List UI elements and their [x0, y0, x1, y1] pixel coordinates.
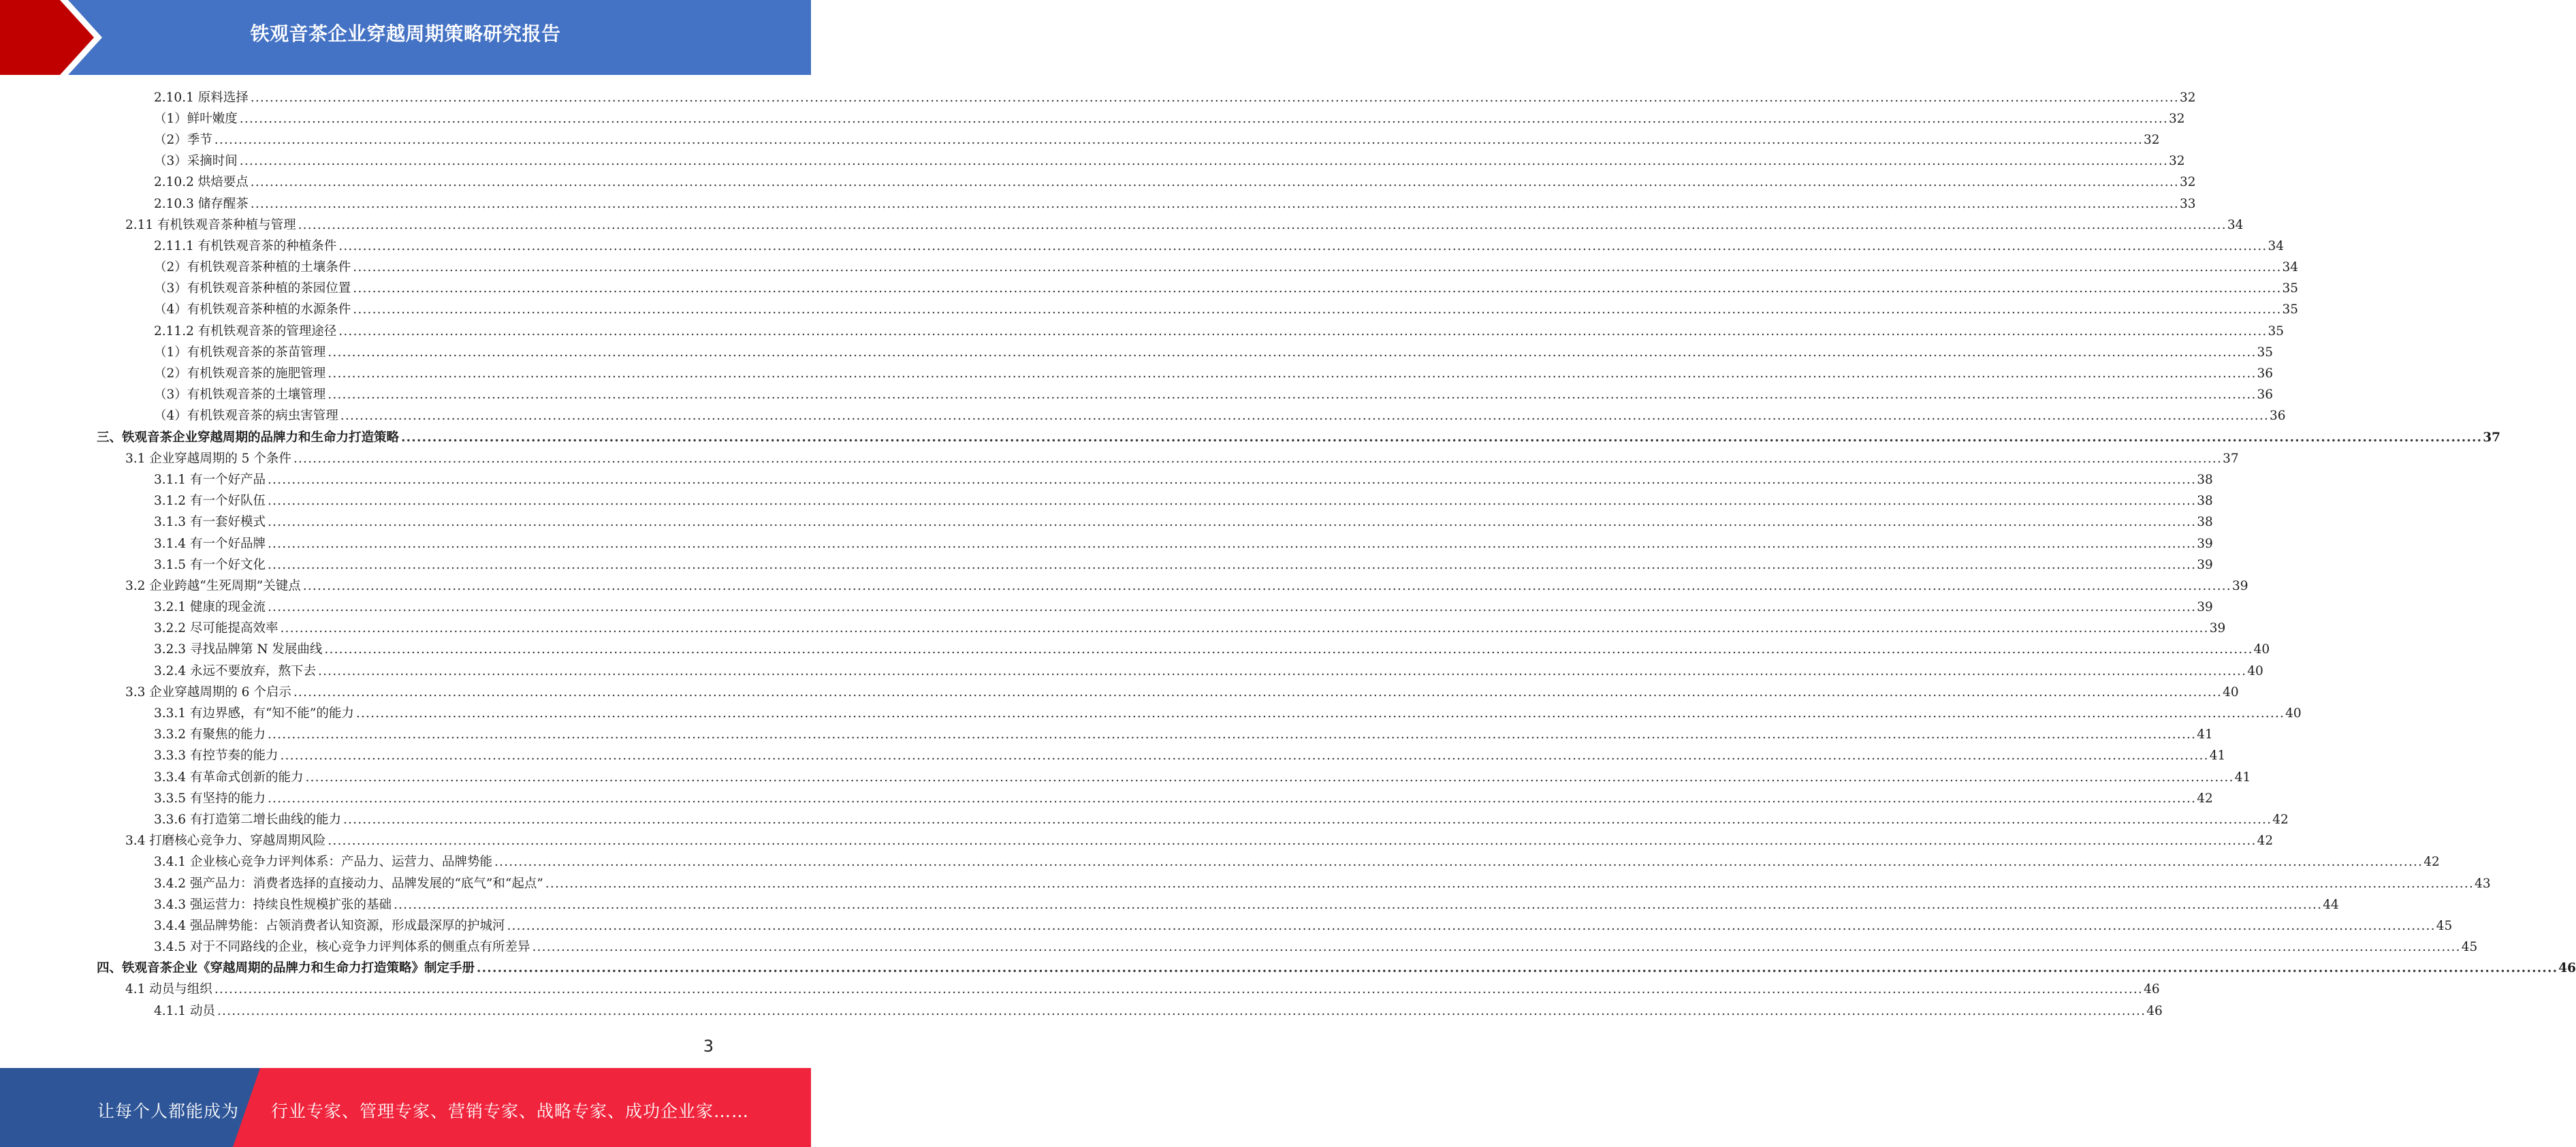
toc-dot-leader: ................................................................................................................................................................................................................................................................................................................................................................................................................	[267, 494, 2197, 509]
toc-entry-page: 42	[2272, 812, 2289, 827]
toc-entry-title: （2）有机铁观音茶种植的土壤条件	[154, 260, 351, 275]
toc-entry-page: 32	[2144, 132, 2160, 147]
toc-entry-title: 3.3.5 有坚持的能力	[154, 791, 266, 806]
toc-entry[interactable]	[0, 363, 2274, 384]
toc-entry[interactable]	[0, 979, 2160, 1001]
toc-entry-page: 43	[2475, 876, 2491, 891]
toc-entry-page: 39	[2197, 557, 2213, 572]
toc-entry-page: 34	[2282, 260, 2299, 275]
toc-entry-title: 3.1.4 有一个好品牌	[154, 536, 266, 551]
toc-entry-page: 34	[2268, 238, 2285, 253]
toc-entry-page: 34	[2227, 217, 2244, 232]
toc-entry[interactable]	[0, 788, 2213, 809]
toc-entry-title: 3.4.5 对于不同路线的企业，核心竞争力评判体系的侧重点有所差异	[154, 940, 530, 955]
toc-dot-leader: ................................................................................................................................................................................................................................................................................................................................................................................................................	[338, 324, 2268, 339]
toc-entry-title: 3.3 企业穿越周期的 6 个启示	[125, 685, 291, 700]
toc-entry-title: 3.4.2 强产品力：消费者选择的直接动力、品牌发展的“底气”和“起点”	[154, 876, 543, 891]
toc-dot-leader: ................................................................................................................................................................................................................................................................................................................................................................................................................	[267, 600, 2197, 615]
toc-entry-title: 3.3.1 有边界感，有“知不能”的能力	[154, 706, 354, 721]
toc-entry-title: 2.10.1 原料选择	[154, 90, 249, 105]
toc-entry-title: （2）有机铁观音茶的施肥管理	[154, 366, 326, 381]
toc-entry-title: 3.3.6 有打造第二增长曲线的能力	[154, 812, 341, 827]
toc-entry-page: 36	[2270, 409, 2286, 424]
toc-entry[interactable]	[0, 958, 2576, 979]
footer-slogan-right: 行业专家、管理专家、营销专家、战略专家、成功企业家……	[271, 1101, 750, 1121]
toc-entry[interactable]	[0, 554, 2213, 576]
toc-entry[interactable]	[0, 852, 2440, 873]
toc-entry-title: 3.1.5 有一个好文化	[154, 557, 266, 572]
toc-entry-page: 40	[2223, 685, 2239, 700]
toc-entry-page: 40	[2247, 663, 2263, 678]
toc-entry[interactable]	[0, 448, 2239, 469]
toc-entry[interactable]	[0, 725, 2213, 746]
page-number: 3	[703, 1037, 714, 1056]
toc-dot-leader: ................................................................................................................................................................................................................................................................................................................................................................................................................	[280, 621, 2209, 636]
toc-entry-page: 35	[2282, 302, 2299, 317]
toc-entry-title: 3.4.1 企业核心竞争力评判体系：产品力、运营力、品牌势能	[154, 855, 492, 870]
toc-entry[interactable]	[0, 512, 2213, 533]
toc-entry[interactable]	[0, 491, 2213, 512]
toc-entry[interactable]	[0, 342, 2274, 363]
toc-entry-page: 35	[2268, 324, 2285, 339]
toc-dot-leader: ................................................................................................................................................................................................................................................................................................................................................................................................................	[250, 90, 2179, 105]
toc-entry-page: 46	[2146, 1003, 2163, 1018]
toc-entry-page: 45	[2436, 918, 2453, 933]
toc-entry-title: 四、铁观音茶企业《穿越周期的品牌力和生命力打造策略》制定手册	[97, 961, 475, 976]
toc-dot-leader: ................................................................................................................................................................................................................................................................................................................................................................................................................	[324, 642, 2253, 657]
toc-dot-leader: ................................................................................................................................................................................................................................................................................................................................................................................................................	[298, 217, 2227, 232]
toc-entry[interactable]	[0, 279, 2299, 300]
toc-dot-leader: ................................................................................................................................................................................................................................................................................................................................................................................................................	[214, 132, 2144, 147]
toc-entry-page: 38	[2197, 494, 2213, 509]
footer-slogan-left: 让每个人都能成为	[97, 1101, 240, 1121]
toc-entry-title: （3）有机铁观音茶种植的茶园位置	[154, 281, 351, 296]
toc-dot-leader: ................................................................................................................................................................................................................................................................................................................................................................................................................	[355, 706, 2285, 721]
toc-entry-title: 2.11.2 有机铁观音茶的管理途径	[154, 324, 337, 339]
toc-entry-page: 39	[2231, 578, 2248, 593]
toc-entry-title: 3.2.4 永远不要放弃，熬下去	[154, 663, 316, 678]
toc-entry[interactable]	[0, 1001, 2163, 1022]
toc-dot-leader: ................................................................................................................................................................................................................................................................................................................................................................................................................	[328, 388, 2257, 403]
toc-dot-leader: ................................................................................................................................................................................................................................................................................................................................................................................................................	[401, 430, 2483, 445]
toc-entry-title: 3.1.2 有一个好队伍	[154, 494, 266, 509]
toc-entry[interactable]	[0, 682, 2239, 703]
toc-entry[interactable]	[0, 129, 2160, 151]
toc-dot-leader: ................................................................................................................................................................................................................................................................................................................................................................................................................	[250, 175, 2179, 190]
toc-entry-page: 38	[2197, 515, 2213, 530]
toc-dot-leader: ................................................................................................................................................................................................................................................................................................................................................................................................................	[239, 154, 2169, 169]
toc-dot-leader: ................................................................................................................................................................................................................................................................................................................................................................................................................	[293, 451, 2223, 466]
toc-entry-title: （1）鲜叶嫩度	[154, 111, 238, 126]
toc-entry[interactable]	[0, 915, 2453, 937]
toc-entry-page: 36	[2257, 388, 2274, 403]
toc-entry-page: 41	[2234, 770, 2251, 785]
toc-entry[interactable]	[0, 108, 2185, 129]
toc-entry-title: （3）有机铁观音茶的土壤管理	[154, 388, 326, 403]
toc-dot-leader: ................................................................................................................................................................................................................................................................................................................................................................................................................	[393, 897, 2323, 912]
toc-dot-leader: ................................................................................................................................................................................................................................................................................................................................................................................................................	[214, 982, 2144, 997]
toc-entry-page: 40	[2253, 642, 2270, 657]
toc-entry-title: 4.1.1 动员	[154, 1003, 215, 1018]
toc-entry-page: 39	[2197, 600, 2213, 615]
toc-entry-page: 37	[2223, 451, 2239, 466]
toc-entry[interactable]	[0, 661, 2263, 682]
toc-entry-page: 41	[2209, 749, 2226, 764]
toc-entry-title: 3.4.3 强运营力：持续良性规模扩张的基础	[154, 897, 392, 912]
toc-entry[interactable]	[0, 576, 2248, 597]
toc-dot-leader: ................................................................................................................................................................................................................................................................................................................................................................................................................	[267, 536, 2197, 551]
toc-dot-leader: ................................................................................................................................................................................................................................................................................................................................................................................................................	[317, 663, 2247, 678]
toc-entry-page: 33	[2179, 196, 2196, 211]
toc-entry[interactable]	[0, 469, 2213, 490]
toc-entry-page: 39	[2209, 621, 2226, 636]
toc-entry-title: 3.2.3 寻找品牌第 N 发展曲线	[154, 642, 323, 657]
toc-entry-title: 3.1 企业穿越周期的 5 个条件	[125, 451, 291, 466]
toc-entry[interactable]	[0, 767, 2251, 788]
toc-entry-title: 2.10.2 烘焙要点	[154, 175, 249, 190]
report-title: 铁观音茶企业穿越周期策略研究报告	[250, 22, 561, 45]
toc-entry-page: 45	[2461, 940, 2478, 955]
toc-entry-page: 42	[2423, 855, 2440, 870]
toc-dot-leader: ................................................................................................................................................................................................................................................................................................................................................................................................................	[494, 855, 2423, 870]
toc-entry[interactable]	[0, 597, 2213, 618]
toc-entry-page: 32	[2169, 111, 2185, 126]
toc-entry-title: 3.1.1 有一个好产品	[154, 472, 266, 487]
page-footer	[0, 1068, 811, 1147]
toc-dot-leader: ................................................................................................................................................................................................................................................................................................................................................................................................................	[507, 918, 2436, 933]
toc-dot-leader: ................................................................................................................................................................................................................................................................................................................................................................................................................	[293, 685, 2223, 700]
toc-entry[interactable]	[0, 172, 2196, 193]
toc-dot-leader: ................................................................................................................................................................................................................................................................................................................................................................................................................	[340, 409, 2270, 424]
toc-entry-title: 2.11 有机铁观音茶种植与管理	[125, 217, 296, 232]
toc-entry[interactable]	[0, 87, 2196, 108]
toc-dot-leader: ................................................................................................................................................................................................................................................................................................................................................................................................................	[328, 345, 2257, 360]
toc-dot-leader: ................................................................................................................................................................................................................................................................................................................................................................................................................	[328, 834, 2257, 849]
toc-entry-page: 46	[2558, 961, 2576, 976]
toc-entry-title: 3.2.2 尽可能提高效率	[154, 621, 279, 636]
toc-entry-page: 35	[2257, 345, 2274, 360]
toc-entry-title: 3.3.4 有革命式创新的能力	[154, 770, 304, 785]
toc-entry[interactable]	[0, 746, 2226, 767]
toc-dot-leader: ................................................................................................................................................................................................................................................................................................................................................................................................................	[545, 876, 2475, 891]
toc-entry-title: 3.2.1 健康的现金流	[154, 600, 266, 615]
toc-dot-leader: ................................................................................................................................................................................................................................................................................................................................................................................................................	[302, 578, 2231, 593]
toc-entry-page: 40	[2285, 706, 2302, 721]
toc-entry[interactable]	[0, 640, 2270, 661]
toc-dot-leader: ................................................................................................................................................................................................................................................................................................................................................................................................................	[267, 557, 2197, 572]
toc-dot-leader: ................................................................................................................................................................................................................................................................................................................................................................................................................	[305, 770, 2234, 785]
toc-entry-page: 32	[2169, 154, 2185, 169]
toc-entry-title: （3）采摘时间	[154, 154, 238, 169]
toc-entry[interactable]	[0, 809, 2289, 830]
toc-entry[interactable]	[0, 618, 2226, 640]
toc-entry-page: 41	[2197, 727, 2213, 742]
toc-entry[interactable]	[0, 894, 2339, 915]
toc-entry[interactable]	[0, 151, 2185, 172]
toc-dot-leader: ................................................................................................................................................................................................................................................................................................................................................................................................................	[217, 1003, 2146, 1018]
toc-entry-title: （4）有机铁观音茶的病虫害管理	[154, 409, 338, 424]
toc-entry-title: （2）季节	[154, 132, 212, 147]
toc-entry-title: （1）有机铁观音茶的茶苗管理	[154, 345, 326, 360]
toc-entry-page: 37	[2483, 430, 2501, 445]
toc-entry[interactable]	[0, 215, 2244, 236]
toc-entry[interactable]	[0, 533, 2213, 554]
toc-entry-page: 42	[2197, 791, 2213, 806]
toc-entry-title: 3.3.2 有聚焦的能力	[154, 727, 266, 742]
toc-entry-page: 35	[2282, 281, 2299, 296]
toc-entry-title: 2.11.1 有机铁观音茶的种植条件	[154, 238, 337, 253]
toc-entry-title: （4）有机铁观音茶种植的水源条件	[154, 302, 351, 317]
toc-entry-title: 三、铁观音茶企业穿越周期的品牌力和生命力打造策略	[97, 430, 400, 445]
page-header	[0, 0, 811, 75]
toc-dot-leader: ................................................................................................................................................................................................................................................................................................................................................................................................................	[267, 727, 2197, 742]
toc-entry[interactable]	[0, 321, 2285, 342]
toc-dot-leader: ................................................................................................................................................................................................................................................................................................................................................................................................................	[239, 111, 2169, 126]
toc-entry[interactable]	[0, 703, 2302, 724]
toc-entry-title: 4.1 动员与组织	[125, 982, 212, 997]
toc-entry[interactable]	[0, 193, 2196, 215]
toc-dot-leader: ................................................................................................................................................................................................................................................................................................................................................................................................................	[477, 961, 2558, 976]
toc-dot-leader: ................................................................................................................................................................................................................................................................................................................................................................................................................	[280, 749, 2209, 764]
toc-entry-page: 38	[2197, 472, 2213, 487]
toc-entry[interactable]	[0, 427, 2501, 448]
toc-entry[interactable]	[0, 236, 2285, 257]
toc-entry-page: 32	[2179, 175, 2196, 190]
toc-entry-page: 36	[2257, 366, 2274, 381]
toc-entry-title: 2.10.3 储存醒茶	[154, 196, 249, 211]
toc-entry[interactable]	[0, 385, 2274, 406]
toc-entry[interactable]	[0, 300, 2299, 321]
toc-entry[interactable]	[0, 873, 2491, 894]
toc-entry-title: 3.4.4 强品牌势能：占领消费者认知资源，形成最深厚的护城河	[154, 918, 505, 933]
toc-dot-leader: ................................................................................................................................................................................................................................................................................................................................................................................................................	[532, 940, 2461, 955]
toc-entry-page: 39	[2197, 536, 2213, 551]
toc-dot-leader: ................................................................................................................................................................................................................................................................................................................................................................................................................	[353, 281, 2282, 296]
toc-entry-title: 3.2 企业跨越“生死周期”关键点	[125, 578, 301, 593]
toc-entry-title: 3.4 打磨核心竞争力、穿越周期风险	[125, 834, 326, 849]
toc-dot-leader: ................................................................................................................................................................................................................................................................................................................................................................................................................	[353, 302, 2282, 317]
toc-dot-leader: ................................................................................................................................................................................................................................................................................................................................................................................................................	[267, 791, 2197, 806]
toc-dot-leader: ................................................................................................................................................................................................................................................................................................................................................................................................................	[267, 515, 2197, 530]
toc-dot-leader: ................................................................................................................................................................................................................................................................................................................................................................................................................	[338, 238, 2268, 253]
toc-entry-title: 3.1.3 有一套好模式	[154, 515, 266, 530]
toc-dot-leader: ................................................................................................................................................................................................................................................................................................................................................................................................................	[343, 812, 2272, 827]
toc-entry[interactable]	[0, 937, 2478, 958]
toc-entry-page: 46	[2144, 982, 2160, 997]
toc-entry-page: 42	[2257, 834, 2274, 849]
toc-dot-leader: ................................................................................................................................................................................................................................................................................................................................................................................................................	[328, 366, 2257, 381]
toc-dot-leader: ................................................................................................................................................................................................................................................................................................................................................................................................................	[267, 472, 2197, 487]
toc-entry[interactable]	[0, 831, 2274, 852]
toc-entry-title: 3.3.3 有控节奏的能力	[154, 749, 279, 764]
toc-entry[interactable]	[0, 257, 2299, 279]
toc-entry[interactable]	[0, 406, 2286, 427]
toc-entry-page: 32	[2179, 90, 2196, 105]
table-of-contents	[0, 87, 2576, 1022]
toc-dot-leader: ................................................................................................................................................................................................................................................................................................................................................................................................................	[250, 196, 2179, 211]
toc-dot-leader: ................................................................................................................................................................................................................................................................................................................................................................................................................	[353, 260, 2282, 275]
toc-entry-page: 44	[2323, 897, 2339, 912]
